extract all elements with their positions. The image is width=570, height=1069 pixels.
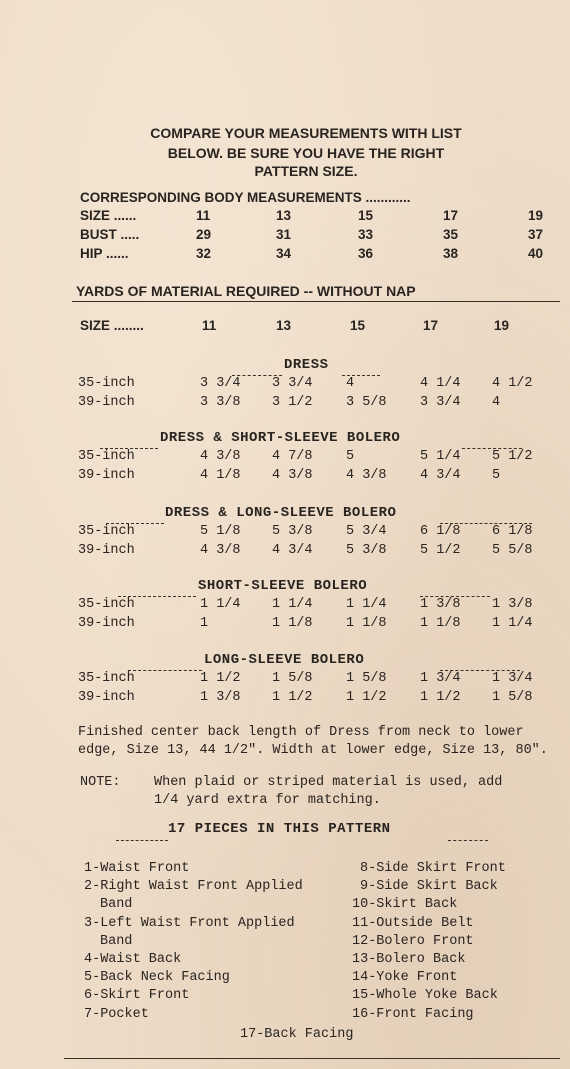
yardage-value: 5 1/2 <box>420 543 461 558</box>
piece-item: 5-Back Neck Facing <box>84 970 230 986</box>
pieces-title-dash-left <box>116 840 168 841</box>
note-line-2: 1/4 yard extra for matching. <box>154 793 381 808</box>
yardage-size-value: 15 <box>350 318 366 333</box>
piece-item: 6-Skirt Front <box>84 988 190 1004</box>
body-measurement-value: 13 <box>276 208 292 223</box>
yardage-value: 4 3/8 <box>200 449 241 464</box>
section-title: DRESS <box>284 357 329 373</box>
body-measurement-value: 32 <box>196 246 212 261</box>
yardage-value: 4 3/8 <box>272 468 313 483</box>
body-measurement-value: 19 <box>528 208 544 223</box>
yardage-value: 5 3/4 <box>346 524 387 539</box>
yardage-value: 5 3/8 <box>272 524 313 539</box>
bottom-rule <box>64 1058 560 1059</box>
yardage-row-label: 35-inch <box>78 449 135 464</box>
section-title: DRESS & LONG-SLEEVE BOLERO <box>165 505 397 521</box>
body-measurement-value: 40 <box>528 246 544 261</box>
piece-item: 16-Front Facing <box>352 1006 474 1022</box>
yardage-value: 5 <box>346 449 355 464</box>
piece-item: 9-Side Skirt Back <box>360 879 498 895</box>
yardage-value: 6 1/8 <box>420 524 461 539</box>
finished-line-2: edge, Size 13, 44 1/2". Width at lower edge, Size 13, 80". <box>78 743 548 758</box>
body-measurement-value: 33 <box>358 227 374 242</box>
pieces-right-column <box>352 860 506 1024</box>
yardage-value: 5 <box>492 468 501 483</box>
yardage-value: 4 3/4 <box>420 468 461 483</box>
piece-item: 10-Skirt Back <box>352 897 458 913</box>
yardage-value: 1 3/8 <box>200 690 241 705</box>
yardage-value: 1 5/8 <box>272 671 313 686</box>
body-measurement-value: 29 <box>196 227 212 242</box>
yardage-value: 1 1/2 <box>420 690 461 705</box>
piece-item: 3-Left Waist Front Applied <box>84 915 295 931</box>
section-title: SHORT-SLEEVE BOLERO <box>198 578 368 594</box>
piece-item: 15-Whole Yoke Back <box>352 988 498 1004</box>
pieces-left-column <box>84 860 303 1024</box>
body-measurement-label: SIZE ...... <box>80 208 137 223</box>
yardage-value: 4 7/8 <box>272 449 313 464</box>
pieces-title-dash-right <box>448 840 488 841</box>
yardage-value: 1 1/8 <box>272 616 313 631</box>
yardage-value: 4 1/8 <box>200 468 241 483</box>
yardage-value: 1 1/4 <box>492 616 533 631</box>
body-measurement-value: 34 <box>276 246 292 261</box>
yardage-title-underline <box>72 301 560 302</box>
piece-item: 14-Yoke Front <box>352 970 458 986</box>
piece-17: 17-Back Facing <box>240 1027 354 1042</box>
intro-line-1: COMPARE YOUR MEASUREMENTS WITH LIST <box>150 125 462 141</box>
yardage-value: 4 3/8 <box>200 543 241 558</box>
yardage-row-label: 39-inch <box>78 543 135 558</box>
yardage-value: 6 1/8 <box>492 524 533 539</box>
yardage-value: 3 3/8 <box>200 395 241 410</box>
yardage-value: 5 3/8 <box>346 543 387 558</box>
piece-item: 7-Pocket <box>84 1006 149 1022</box>
body-measurement-value: 17 <box>443 208 459 223</box>
yardage-value: 3 3/4 <box>420 395 461 410</box>
yardage-value: 1 5/8 <box>346 671 387 686</box>
yardage-row-label: 35-inch <box>78 671 135 686</box>
yardage-value: 4 <box>492 395 501 410</box>
section-title-dash <box>128 670 202 671</box>
yardage-value: 1 1/2 <box>346 690 387 705</box>
yardage-value: 1 1/4 <box>200 597 241 612</box>
piece-item: 4-Waist Back <box>84 952 182 968</box>
yardage-size-value: 17 <box>423 318 439 333</box>
yardage-size-value: 19 <box>494 318 510 333</box>
piece-item: 2-Right Waist Front Applied <box>84 879 303 895</box>
yardage-value: 1 3/8 <box>420 597 461 612</box>
body-measurements-title: CORRESPONDING BODY MEASUREMENTS ............ <box>80 190 411 205</box>
yardage-row-label: 35-inch <box>78 376 135 391</box>
note-label: NOTE: <box>80 775 121 790</box>
yardage-size-value: 13 <box>276 318 292 333</box>
piece-item: 1-Waist Front <box>84 861 190 876</box>
piece-item: 11-Outside Belt <box>352 915 474 931</box>
yardage-value: 1 3/4 <box>420 671 461 686</box>
pieces-title: 17 PIECES IN THIS PATTERN <box>168 821 391 837</box>
body-measurement-value: 31 <box>276 227 292 242</box>
yardage-value: 1 3/4 <box>492 671 533 686</box>
yardage-row-label: 35-inch <box>78 597 135 612</box>
yardage-value: 3 5/8 <box>346 395 387 410</box>
body-measurement-label: BUST ..... <box>80 227 140 242</box>
yardage-value: 5 1/2 <box>492 449 533 464</box>
body-measurement-value: 15 <box>358 208 374 223</box>
yardage-row-label: 39-inch <box>78 468 135 483</box>
yardage-value: 1 3/8 <box>492 597 533 612</box>
yardage-value: 1 1/2 <box>272 690 313 705</box>
section-title: LONG-SLEEVE BOLERO <box>204 652 365 668</box>
piece-item: Band <box>100 897 133 913</box>
yardage-value: 4 1/2 <box>492 376 533 391</box>
yardage-value: 5 1/4 <box>420 449 461 464</box>
body-measurement-value: 11 <box>196 208 211 223</box>
piece-item: 12-Bolero Front <box>352 933 474 949</box>
body-measurement-value: 35 <box>443 227 459 242</box>
piece-item: 13-Bolero Back <box>352 952 466 968</box>
intro-line-3: PATTERN SIZE. <box>254 163 358 179</box>
yardage-value: 3 3/4 <box>272 376 313 391</box>
yardage-value: 5 1/8 <box>200 524 241 539</box>
yardage-value: 1 1/4 <box>272 597 313 612</box>
yardage-value: 4 3/8 <box>346 468 387 483</box>
yardage-value: 5 5/8 <box>492 543 533 558</box>
body-measurement-value: 37 <box>528 227 544 242</box>
yardage-value: 1 1/4 <box>346 597 387 612</box>
yardage-value: 1 1/2 <box>200 671 241 686</box>
yardage-value: 4 <box>346 376 355 391</box>
yardage-value: 3 1/2 <box>272 395 313 410</box>
body-measurement-value: 38 <box>443 246 459 261</box>
piece-item: 8-Side Skirt Front <box>360 861 506 876</box>
body-measurement-label: HIP ...... <box>80 246 129 261</box>
yardage-value: 1 <box>200 616 209 631</box>
yardage-size-label: SIZE ........ <box>80 318 144 333</box>
yardage-row-label: 39-inch <box>78 395 135 410</box>
yardage-value: 3 3/4 <box>200 376 241 391</box>
yardage-value: 1 1/8 <box>420 616 461 631</box>
body-measurement-value: 36 <box>358 246 374 261</box>
intro-line-2: BELOW. BE SURE YOU HAVE THE RIGHT <box>167 145 445 161</box>
yardage-title: YARDS OF MATERIAL REQUIRED -- WITHOUT NAP <box>76 283 416 299</box>
section-title: DRESS & SHORT-SLEEVE BOLERO <box>160 430 401 446</box>
yardage-value: 1 5/8 <box>492 690 533 705</box>
yardage-row-label: 35-inch <box>78 524 135 539</box>
yardage-row-label: 39-inch <box>78 690 135 705</box>
yardage-value: 4 1/4 <box>420 376 461 391</box>
yardage-value: 1 1/8 <box>346 616 387 631</box>
yardage-value: 4 3/4 <box>272 543 313 558</box>
yardage-size-value: 11 <box>202 318 217 333</box>
piece-item: Band <box>100 933 133 949</box>
yardage-row-label: 39-inch <box>78 616 135 631</box>
finished-line-1: Finished center back length of Dress from neck to lower <box>78 725 524 740</box>
note-line-1: When plaid or striped material is used, add <box>154 775 503 790</box>
